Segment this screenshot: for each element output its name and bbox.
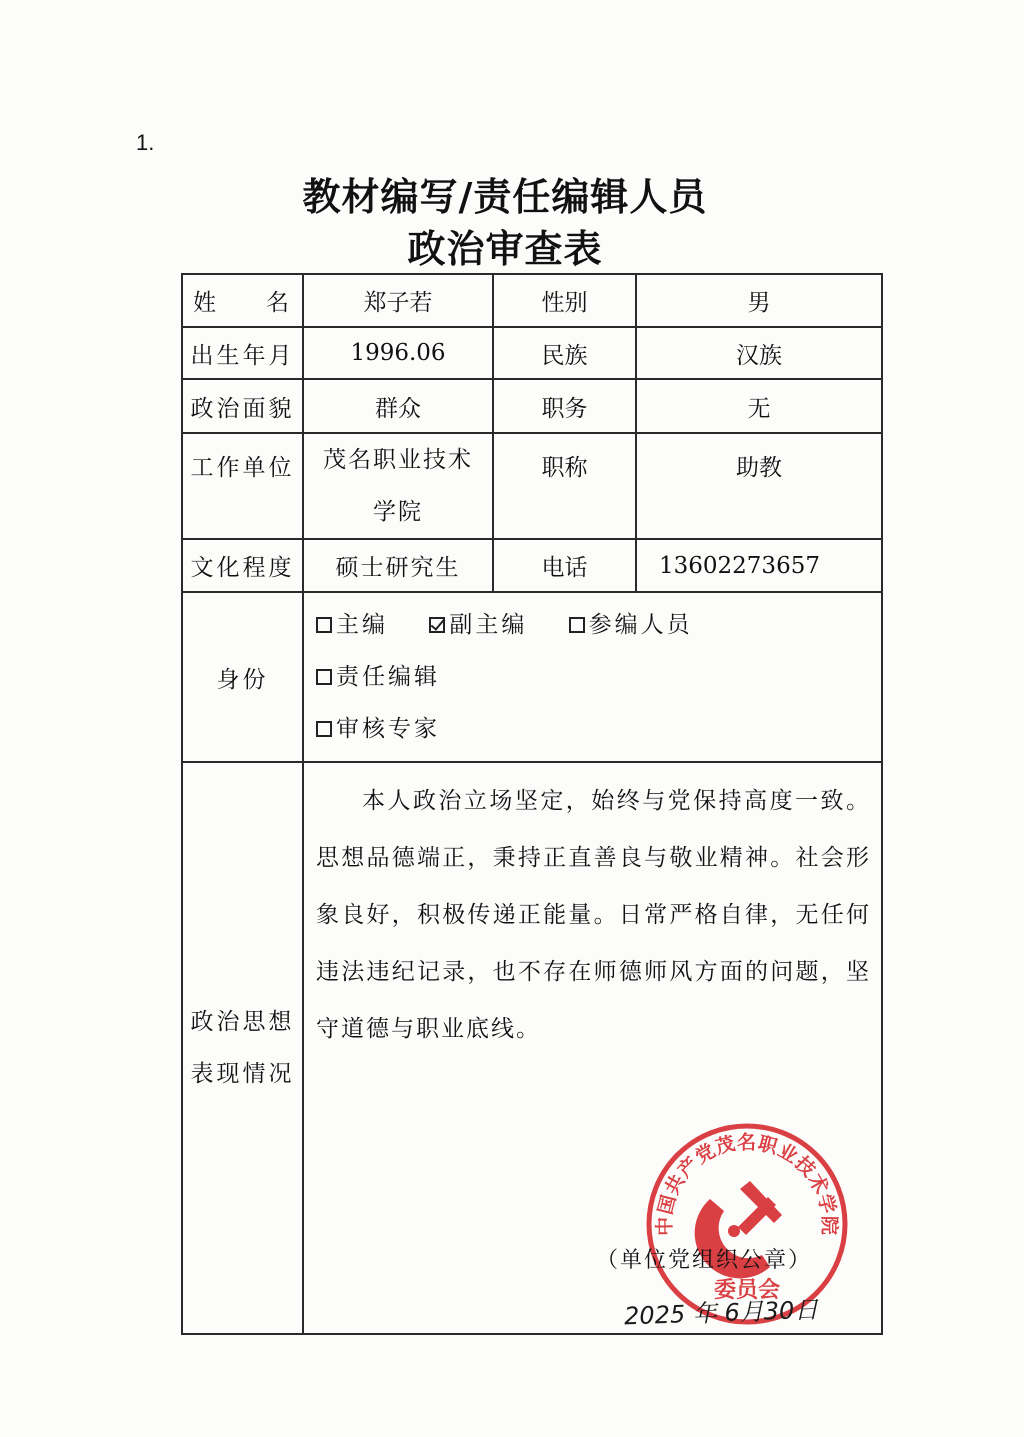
table-row	[182, 274, 882, 327]
gender-label: 性别	[493, 274, 636, 327]
position-label: 职务	[493, 379, 636, 433]
table-row	[182, 539, 882, 592]
seal-note: （单位党组织公章）	[596, 1248, 813, 1273]
job-title-value: 助教	[636, 433, 882, 539]
education-label: 文化程度	[182, 539, 303, 592]
svg-text:中国共产党茂名职业技术学院: 中国共产党茂名职业技术学院	[653, 1131, 841, 1237]
phone-value: 13602273657	[636, 539, 882, 592]
job-title-label: 职称	[493, 433, 636, 539]
checkbox-responsible-editor[interactable]	[316, 669, 332, 685]
option-deputy-editor[interactable]: 副主编	[429, 599, 527, 651]
checkbox-editor-in-chief[interactable]	[316, 617, 332, 633]
political-status-value: 群众	[303, 379, 493, 433]
page-number: 1.	[136, 130, 155, 155]
table-row	[182, 592, 882, 762]
option-responsible-editor[interactable]: 责任编辑	[316, 651, 440, 703]
checkbox-contributor[interactable]	[569, 617, 585, 633]
performance-label-line1: 政治思想	[190, 1009, 295, 1035]
option-editor-in-chief[interactable]: 主编	[316, 599, 388, 651]
performance-content	[303, 762, 882, 1334]
position-value: 无	[636, 379, 882, 433]
employer-label: 工作单位	[182, 433, 303, 539]
birth-value: 1996.06	[303, 327, 493, 379]
ethnicity-label: 民族	[493, 327, 636, 379]
birth-label: 出生年月	[182, 327, 303, 379]
form-title: 教材编写/责任编辑人员	[302, 174, 708, 219]
option-review-expert[interactable]: 审核专家	[316, 703, 440, 755]
table-row	[182, 327, 882, 379]
name-value: 郑子若	[303, 274, 493, 327]
svg-text:委员会: 委员会	[713, 1278, 781, 1303]
review-form-table	[181, 273, 883, 1335]
ethnicity-value: 汉族	[636, 327, 882, 379]
performance-label	[182, 762, 303, 1334]
identity-options	[303, 592, 882, 762]
performance-statement: 本人政治立场坚定，始终与党保持高度一致。思想品德端正，秉持正直善良与敬业精神。社会形象良好，积极传递正能量。日常严格自律，无任何违法违纪记录，也不存在师德师风方面的问题，坚守道德与职业底线。	[316, 788, 871, 1042]
option-contributor[interactable]: 参编人员	[569, 599, 693, 651]
education-value: 硕士研究生	[303, 539, 493, 592]
identity-label: 身份	[182, 592, 303, 762]
form-subtitle: 政治审查表	[407, 226, 603, 271]
name-label: 姓 名	[182, 274, 303, 327]
performance-label-line2: 表现情况	[190, 1061, 295, 1087]
employer-value: 茂名职业技术学院	[303, 433, 493, 539]
gender-value: 男	[636, 274, 882, 327]
political-status-label: 政治面貌	[182, 379, 303, 433]
checkbox-deputy-editor[interactable]	[429, 617, 445, 633]
signature-date: 2025 年 6月30日	[623, 1295, 819, 1331]
phone-label: 电话	[493, 539, 636, 592]
checkbox-review-expert[interactable]	[316, 721, 332, 737]
table-row	[182, 433, 882, 539]
table-row	[182, 762, 882, 1334]
table-row	[182, 379, 882, 433]
